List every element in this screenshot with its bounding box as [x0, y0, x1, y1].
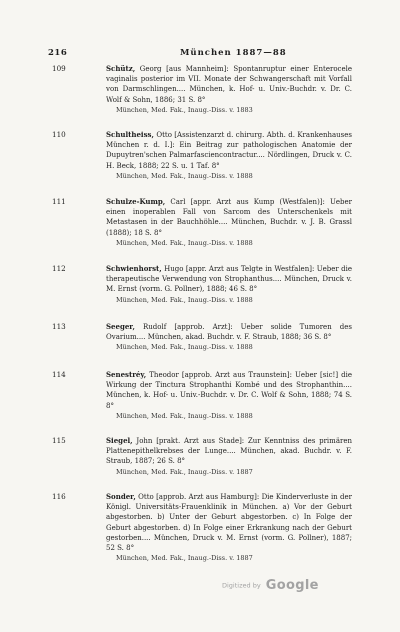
entry-text — [106, 370, 352, 411]
bibliography-entry-111 — [52, 197, 352, 248]
entry-author: Schulze-Kump, — [106, 197, 166, 206]
entry-body: Georg [aus Mannheim]: Spontanruptur einer Enterocele vaginalis posterior im VII. Monate der Schwangerschaft mit Vorfall von Darmschlingen.... München, k. Hof- u. Univ.-Buchdr. v. Dr. C. Wolf & Sohn, 1886; 31 S. 8° — [106, 65, 352, 104]
entry-note: München, Med. Fak., Inaug.-Diss. v. 1888 — [116, 295, 253, 304]
entry-body: John [prakt. Arzt aus Stade]: Zur Kenntniss des primären Plattenepithelkrebses der Lunge.... München, akad. Buchdr. v. F. Straub, 1887; 26 S. 8° — [106, 437, 352, 466]
entry-body: Hugo [appr. Arzt aus Telgte in Westfalen]: Ueber die therapeutische Verwendung von Strophanthus.... München, Druck v. M. Ernst (vorm. G. Pollner), 1888; 46 S. 8° — [106, 265, 352, 294]
entry-number: 112 — [52, 264, 66, 273]
entry-number: 116 — [52, 492, 66, 501]
entry-body: Theodor [approb. Arzt aus Traunstein]: Ueber [sic!] die Wirkung der Tinctura Strophanthi Kombé und des Strophanthin.... München, k. Hof- u. Univ.-Buchdr. v. Dr. C. Wolf & Sohn, 1888; 74 S. 8° — [106, 371, 352, 410]
entry-note: München, Med. Fak., Inaug.-Diss. v. 1888 — [116, 411, 253, 420]
bibliography-entry-115 — [52, 436, 352, 477]
entry-number: 111 — [52, 197, 66, 206]
entry-number: 113 — [52, 322, 66, 331]
entry-text — [106, 130, 352, 171]
entry-author: Schütz, — [106, 64, 136, 73]
entry-number: 114 — [52, 370, 66, 379]
entry-number: 115 — [52, 436, 66, 445]
entry-text — [106, 322, 352, 342]
bibliography-entry-112 — [52, 264, 352, 305]
entry-text — [106, 492, 352, 553]
bibliography-entry-113 — [52, 322, 352, 352]
entry-text — [106, 64, 352, 105]
entry-note: München, Med. Fak., Inaug.-Diss. v. 1883 — [116, 105, 253, 114]
entry-author: Senestréy, — [106, 370, 147, 379]
entry-author: Schultheiss, — [106, 130, 154, 139]
entry-body: Rudolf [approb. Arzt]: Ueber solide Tumoren des Ovarium.... München, akad. Buchdr. v. F. Straub, 1888; 36 S. 8° — [106, 323, 352, 342]
bibliography-entry-116 — [52, 492, 352, 563]
entry-number: 109 — [52, 64, 66, 73]
google-logo: Google — [265, 578, 319, 593]
entry-author: Sonder, — [106, 492, 136, 501]
entry-author: Schwienhorst, — [106, 264, 162, 273]
entry-text — [106, 436, 352, 467]
entry-body: Otto [approb. Arzt aus Hamburg]: Die Kinderverluste in der Königl. Universitäts-Frauenklinik in München. a) Vor der Geburt abgestorben. b) Unter der Geburt abgestorben. c) In Folge der Geburt abgestorben. d) In Folge einer Erkrankung nach der Geburt gestorben.... München, Druck v. M. Ernst (vorm. G. Pollner), 1887; 52 S. 8° — [106, 493, 353, 553]
bibliography-entry-110 — [52, 130, 352, 181]
entry-number: 110 — [52, 130, 66, 139]
entry-note: München, Med. Fak., Inaug.-Diss. v. 1887 — [116, 467, 253, 476]
bibliography-entry-109 — [52, 64, 352, 115]
entry-note: München, Med. Fak., Inaug.-Diss. v. 1887 — [116, 554, 253, 563]
entry-text — [106, 197, 352, 238]
digitized-watermark — [222, 575, 319, 594]
entry-body: Otto [Assistenzarzt d. chirurg. Abth. d. Krankenhauses München r. d. I.]: Ein Beitrag zur pathologischen Anatomie der Dupuytren'schen Palmarfasciencontractur.... Nördlingen, Druck v. C. H. Beck, 1888; 22 S. u. 1 Taf. 8° — [106, 131, 352, 170]
running-header: München 1887—88 — [180, 48, 287, 58]
watermark-prefix: Digitized by — [222, 581, 261, 590]
entry-author: Siegel, — [106, 436, 133, 445]
entry-author: Seeger, — [106, 322, 135, 331]
entry-body: Carl [appr. Arzt aus Kump (Westfalen)]: Ueber einen inoperablen Fall von Sarcom des Unterschenkels mit Metastasen in der Bauchhöhle.... München, Buchdr. v. J. B. Grassl (1888); 18 S. 8° — [106, 198, 352, 237]
entry-note: München, Med. Fak., Inaug.-Diss. v. 1888 — [116, 343, 253, 352]
page-number: 216 — [48, 48, 68, 58]
entry-note: München, Med. Fak., Inaug.-Diss. v. 1888 — [116, 171, 253, 180]
entry-text — [106, 264, 352, 295]
bibliography-entry-114 — [52, 370, 352, 421]
entry-note: München, Med. Fak., Inaug.-Diss. v. 1888 — [116, 238, 253, 247]
